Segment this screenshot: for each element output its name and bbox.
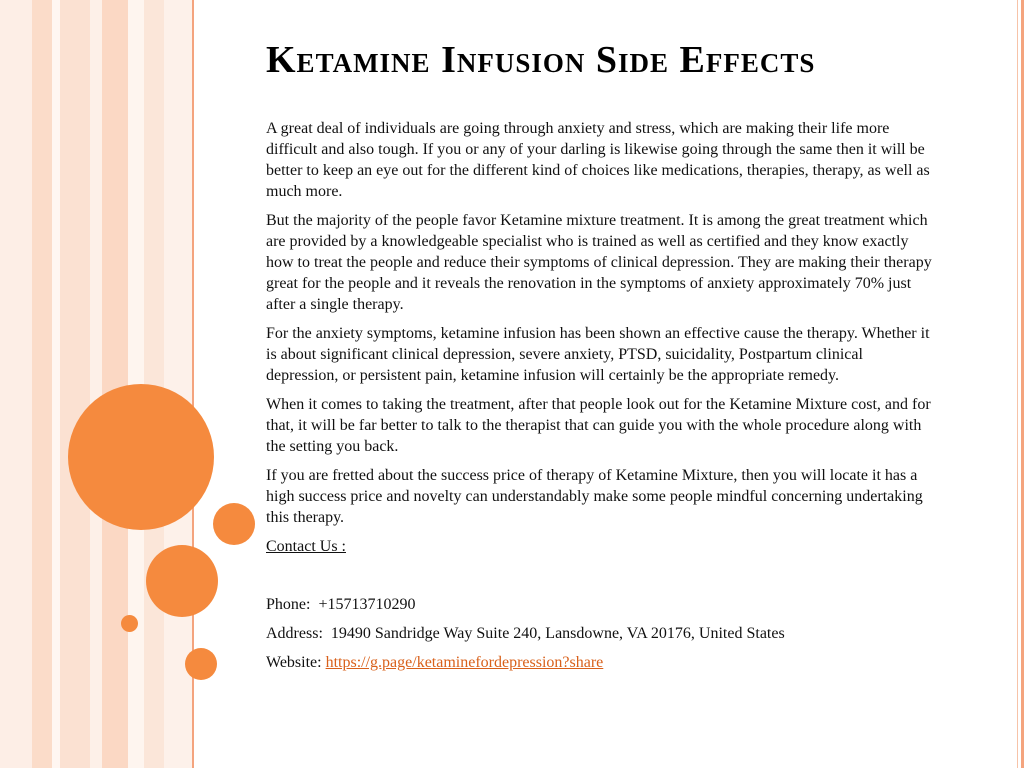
contact-heading: Contact Us : (266, 538, 346, 555)
paragraph-cost: When it comes to taking the treatment, after that people look out for the Ketamine Mixture cost, and for that, it will be far better to talk to the therapist that can guide you with the whole procedure along with the setting you back. (266, 396, 931, 455)
decor-stripe (90, 0, 102, 768)
decor-circle-bottom (185, 648, 217, 680)
website-line (266, 652, 938, 673)
decor-right-border-inner (1017, 0, 1018, 768)
decor-circle-large (68, 384, 214, 530)
spacer (266, 565, 938, 594)
page-title: Ketamine Infusion Side Effects (266, 39, 816, 81)
decor-stripe (0, 0, 32, 768)
website-link[interactable]: https://g.page/ketaminefordepression?share (325, 654, 604, 671)
paragraph-intro: A great deal of individuals are going through anxiety and stress, which are making their life more difficult and also tough. If you or any of your darling is likewise going through the same then it will be better to keep an eye out for the different kind of choices like medications, therapies, therapy, as well as much more. (266, 120, 930, 200)
paragraph-symptoms: For the anxiety symptoms, ketamine infusion has been shown an effective cause the therapy. Whether it is about significant clinical depression, severe anxiety, PTSD, suicidality, Postpartum clinical depression, or persistent pain, ketamine infusion will certainly be the appropriate remedy. (266, 325, 930, 384)
decor-stripe (102, 0, 128, 768)
phone-label: Phone: (266, 596, 311, 613)
decor-stripe (32, 0, 52, 768)
address-value: 19490 Sandridge Way Suite 240, Lansdowne, VA 20176, United States (330, 625, 785, 642)
address-label: Address: (266, 625, 323, 642)
phone-line (266, 594, 938, 615)
website-label: Website: (266, 654, 322, 671)
address-line (266, 623, 938, 644)
content-body (266, 118, 938, 681)
decor-circle-medium (146, 545, 218, 617)
paragraph-treatment: But the majority of the people favor Ketamine mixture treatment. It is among the great treatment which are provided by a knowledgeable specialist who is trained as well as certified and they know exactly how to treat the people and reduce their symptoms of clinical depression. They are making their therapy great for the people and it reveals the renovation in the symptoms of anxiety approximately 70% just after a single therapy. (266, 212, 932, 313)
decor-stripe (60, 0, 90, 768)
decor-circle-small (213, 503, 255, 545)
phone-value: +15713710290 (318, 596, 416, 613)
decor-stripe (52, 0, 60, 768)
decor-circle-tiny (121, 615, 138, 632)
paragraph-success: If you are fretted about the success price of therapy of Ketamine Mixture, then you will locate it has a high success price and novelty can understandably make some people mindful concerning undertaking this therapy. (266, 467, 923, 526)
